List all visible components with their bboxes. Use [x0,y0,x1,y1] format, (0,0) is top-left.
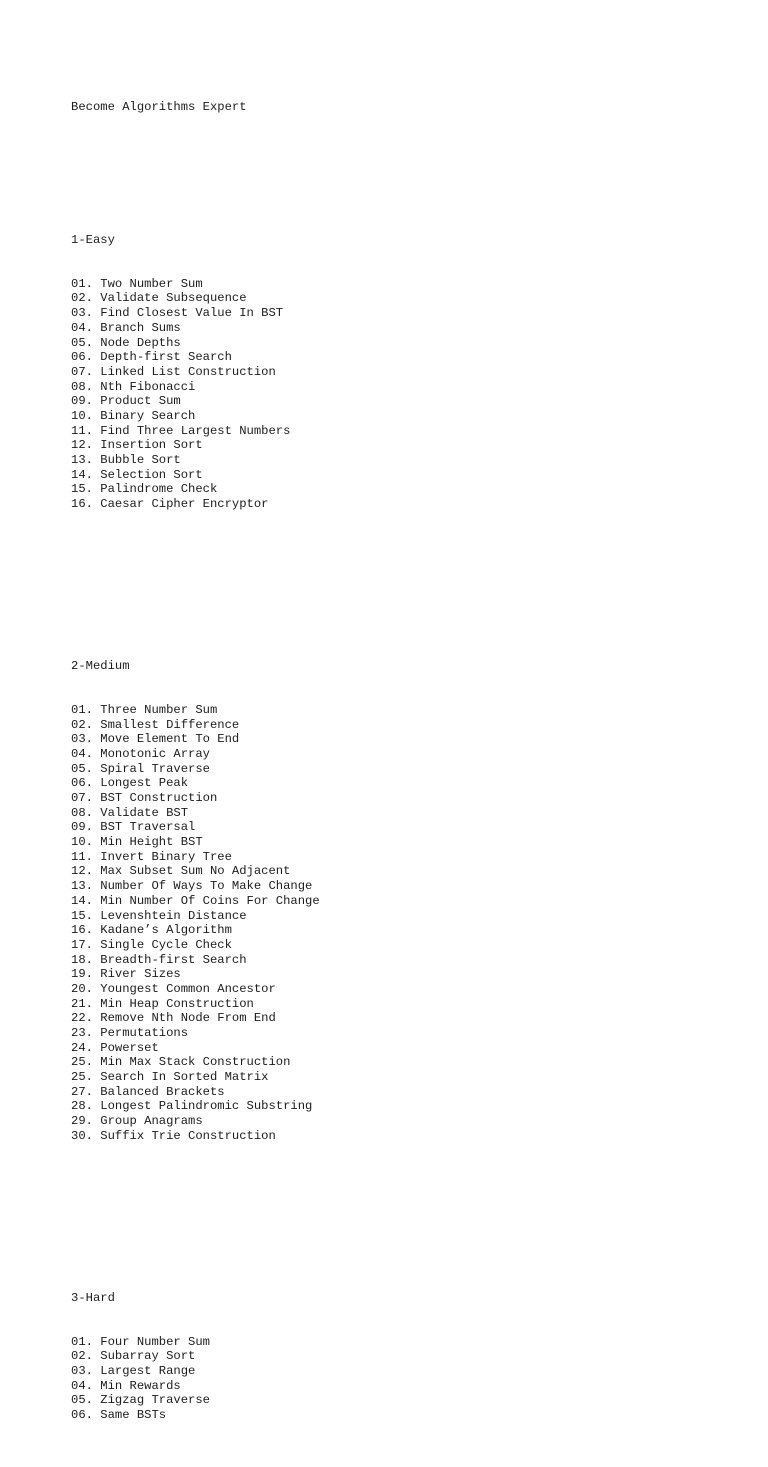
list-item: 14. Selection Sort [71,467,203,482]
list-item: 11. Find Three Largest Numbers [71,423,291,438]
document-title: Become Algorithms Expert [71,100,247,115]
list-item: 02. Smallest Difference [71,717,240,732]
spacer [71,145,320,160]
list-item: 28. Longest Palindromic Substring [71,1099,313,1114]
list-item: 07. Linked List Construction [71,364,276,379]
list-item: 19. River Sizes [71,967,181,982]
list-item: 10. Binary Search [71,408,196,423]
list-item: 11. Invert Binary Tree [71,849,232,864]
list-item: 01. Four Number Sum [71,1334,210,1349]
section-heading: 3-Hard [71,1290,115,1305]
list-item: 15. Levenshtein Distance [71,908,247,923]
item-list [71,277,320,512]
list-item: 08. Validate BST [71,805,189,820]
list-item: 05. Zigzag Traverse [71,1393,210,1408]
list-item: 16. Caesar Cipher Encryptor [71,497,269,512]
list-item: 25. Min Max Stack Construction [71,1055,291,1070]
list-item: 12. Max Subset Sum No Adjacent [71,864,291,879]
list-item: 07. BST Construction [71,791,218,806]
list-item: 17. Single Cycle Check [71,937,232,952]
list-item: 10. Min Height BST [71,835,203,850]
list-item: 18. Breadth-first Search [71,952,247,967]
list-item: 01. Three Number Sum [71,702,218,717]
list-item: 15. Palindrome Check [71,482,218,497]
list-item: 03. Find Closest Value In BST [71,306,284,321]
list-item: 24. Powerset [71,1040,159,1055]
list-item: 21. Min Heap Construction [71,996,254,1011]
list-item: 04. Branch Sums [71,320,181,335]
spacer [71,1202,320,1217]
list-item: 03. Move Element To End [71,732,240,747]
list-item: 13. Bubble Sort [71,453,181,468]
list-item: 13. Number Of Ways To Make Change [71,879,313,894]
list-item: 14. Min Number Of Coins For Change [71,893,320,908]
section-easy [71,203,320,541]
spacer [71,571,320,586]
section-hard [71,1261,320,1452]
list-item: 06. Same BSTs [71,1408,167,1423]
list-item: 27. Balanced Brackets [71,1084,225,1099]
list-item: 25. Search In Sorted Matrix [71,1070,269,1085]
list-item: 12. Insertion Sort [71,438,203,453]
list-item: 16. Kadane’s Algorithm [71,923,232,938]
section-medium [71,629,320,1173]
item-list [71,703,320,1144]
list-item: 06. Depth-first Search [71,350,232,365]
list-item: 04. Min Rewards [71,1378,181,1393]
list-item: 09. BST Traversal [71,820,196,835]
list-item: 02. Subarray Sort [71,1349,196,1364]
list-item: 23. Permutations [71,1026,189,1041]
list-item: 30. Suffix Trie Construction [71,1128,276,1143]
list-item: 29. Group Anagrams [71,1114,203,1129]
list-item: 03. Largest Range [71,1364,196,1379]
list-item: 08. Nth Fibonacci [71,379,196,394]
list-item: 09. Product Sum [71,394,181,409]
list-item: 02. Validate Subsequence [71,291,247,306]
list-item: 22. Remove Nth Node From End [71,1011,276,1026]
list-item: 20. Youngest Common Ancestor [71,981,276,996]
item-list [71,1335,320,1423]
section-heading: 1-Easy [71,232,115,247]
list-item: 06. Longest Peak [71,776,189,791]
section-heading: 2-Medium [71,658,130,673]
list-item: 05. Node Depths [71,335,181,350]
list-item: 05. Spiral Traverse [71,761,210,776]
list-item: 04. Monotonic Array [71,746,210,761]
list-item: 01. Two Number Sum [71,276,203,291]
document-body [71,71,320,1467]
